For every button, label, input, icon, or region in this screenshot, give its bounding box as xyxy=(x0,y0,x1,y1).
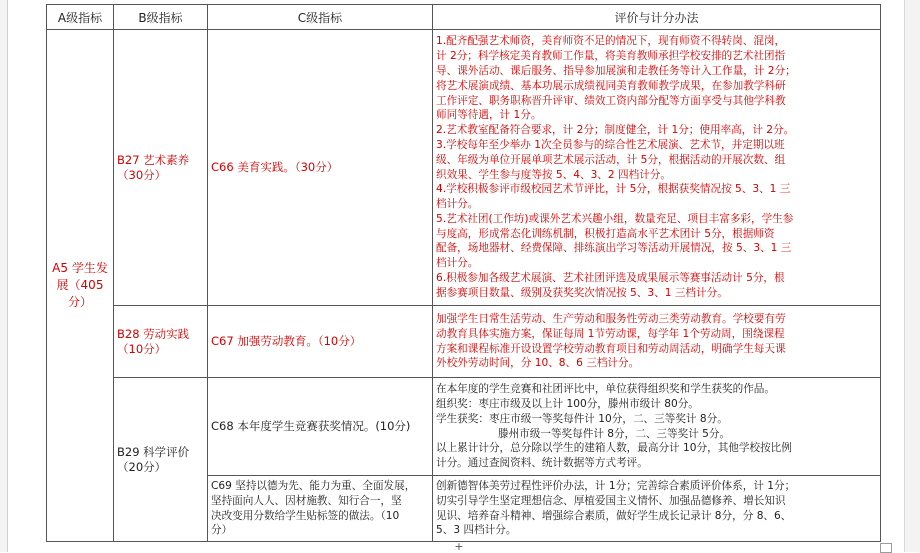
d68-line: 组织奖：枣庄市级及以上计 100分，滕州市级计 80分。 xyxy=(436,397,699,410)
d66-line: 1.配齐配强艺术师资，美育师资不足的情况下，现有师资不得转岗、混岗， xyxy=(436,35,786,48)
d67-line: 外校外劳动时间，分 10、8、6 三档计分。 xyxy=(436,357,640,370)
c68-cell: C68 本年度学生竞赛获奖情况。(10分) xyxy=(208,378,433,476)
a5-cell xyxy=(47,30,114,542)
d68-line: 计分。通过查阅资料、统计数据等方式考评。 xyxy=(436,457,648,470)
b27-line-2: （30分） xyxy=(117,167,167,182)
d66-line: 4.学校积极参评市级校园艺术节评比，计 5分，根据获奖情况按 5、3、1 三 xyxy=(436,183,791,196)
evaluation-table xyxy=(46,4,881,542)
d66-line: 档计分。 xyxy=(436,198,479,211)
header-b: B级指标 xyxy=(114,5,208,30)
b28-line-1: B28 劳动实践 xyxy=(117,326,190,341)
c69-cell xyxy=(208,476,433,542)
header-a: A级指标 xyxy=(47,5,114,30)
d69-line: 见识、培养奋斗精神、增强综合素质，做好学生成长记录计 8分，分 8、6、 xyxy=(436,509,792,522)
d66-line: 级、年级为单位开展单项艺术展示活动，计 5分，根据活动的开展次数、组 xyxy=(436,153,786,166)
d66-line: 6.积极参加各级艺术展演、艺术社团评选及成果展示等赛事活动计 5分，根 xyxy=(436,272,785,285)
d66-line: 导、课外活动、课后服务、指导参加展演和走教任务等计入工作量，计 2分； xyxy=(436,64,796,77)
d66-line: 将艺术展演成绩、基本功展示成绩视同美育教师教学成果，在参加教学科研 xyxy=(436,79,786,92)
b29-line-1: B29 科学评价 xyxy=(117,444,190,459)
c69-line: 决改变用分数给学生贴标签的做法。（10 xyxy=(211,509,400,522)
d66-line: 工作评定、职务职称晋升评审、绩效工资内部分配等方面享受与其他学科教 xyxy=(436,94,786,107)
d66-line: 织效果、学生参与度等按 5、4、3、2 四档计分。 xyxy=(436,168,671,181)
d67-line: 动教育具体实施方案，保证每周 1节劳动课，每学年 1个劳动周，围绕课程 xyxy=(436,327,785,340)
b29-cell xyxy=(114,378,208,542)
c67-cell: C67 加强劳动教育。（10分） xyxy=(208,306,433,378)
c66-cell: C66 美育实践。（30分） xyxy=(208,30,433,306)
d66-line: 师同等待遇，计 1分。 xyxy=(436,109,542,122)
d66-line: 档计分。 xyxy=(436,257,479,270)
row-c68 xyxy=(47,378,881,476)
d67-line: 方案和课程标准开设设置学校劳动教育项目和劳动周活动，明确学生每天课 xyxy=(436,342,786,355)
d68-line: 以上累计计分，总分除以学生的建箱人数，最高分计 10分，其他学校按比例 xyxy=(436,442,792,455)
d66-line: 与度高，形成常态化训练机制，积极打造高水平艺术团计 5分，根据师资 xyxy=(436,227,775,240)
b27-cell xyxy=(114,30,208,306)
d66-line: 配备，场地器材、经费保障、排练演出学习等活动开展情况，按 5、3、1 三 xyxy=(436,242,792,255)
d68-cell xyxy=(433,378,881,476)
b29-line-2: （20分） xyxy=(117,459,167,474)
row-c67 xyxy=(47,306,881,378)
d66-line: 5.艺术社团(工作坊)或课外艺术兴趣小组，数量充足、项目丰富多彩，学生参 xyxy=(436,212,794,225)
a5-line-3: 分） xyxy=(67,295,92,309)
d66-cell xyxy=(433,30,881,306)
d69-line: 创新德智体美劳过程性评价办法，计 1分；完善综合素质评价体系，计 1分； xyxy=(436,479,796,492)
a5-line-2: 展（405 xyxy=(56,278,104,292)
header-row xyxy=(47,5,881,30)
d66-line: 3.学校每年至少举办 1次全员参与的综合性艺术展演、艺术节，并定期以班 xyxy=(436,138,785,151)
b27-line-1: B27 艺术素养 xyxy=(117,152,190,167)
right-margin-strip xyxy=(904,0,920,552)
d69-line: 5、3 四档计分。 xyxy=(436,524,517,537)
d68-line: 学生获奖：枣庄市级一等奖每件计 10分，二、三等奖计 8分。 xyxy=(436,412,728,425)
d67-cell xyxy=(433,306,881,378)
c69-line: C69 坚持以德为先、能力为重、全面发展， xyxy=(211,479,416,492)
row-c66 xyxy=(47,30,881,306)
left-margin-strip xyxy=(0,0,8,552)
d69-line: 切实引导学生坚定理想信念、厚植爱国主义情怀、加强品德修养、增长知识 xyxy=(436,494,786,507)
d68-line: 滕州市级一等奖每件计 8分，二、三等奖计 5分。 xyxy=(498,427,731,440)
c69-line: 分） xyxy=(211,524,233,537)
c69-line: 坚持面向人人、因材施教、知行合一，坚 xyxy=(211,494,402,507)
header-d: 评价与计分办法 xyxy=(433,5,881,30)
d69-cell xyxy=(433,476,881,542)
table-add-row-icon[interactable]: + xyxy=(454,540,464,553)
d66-line: 2.艺术教室配备符合要求，计 2分；制度健全，计 1分；使用率高，计 2分。 xyxy=(436,124,795,137)
header-c: C级指标 xyxy=(208,5,433,30)
d68-line: 在本年度的学生竞赛和社团评比中，单位获得组织奖和学生获奖的作品。 xyxy=(436,383,775,396)
d67-line: 加强学生日常生活劳动、生产劳动和服务性劳动三类劳动教育。学校要有劳 xyxy=(436,312,786,325)
d66-line: 据参赛项目数量、级别及获奖奖次情况按 5、3、1 三档计分。 xyxy=(436,286,728,299)
d66-line: 计 2分；科学核定美育教师工作量，将美育教师承担学校安排的艺术社团指 xyxy=(436,50,786,63)
a5-line-1: A5 学生发 xyxy=(52,261,108,275)
b28-cell xyxy=(114,306,208,378)
b28-line-2: （10分） xyxy=(117,341,167,356)
